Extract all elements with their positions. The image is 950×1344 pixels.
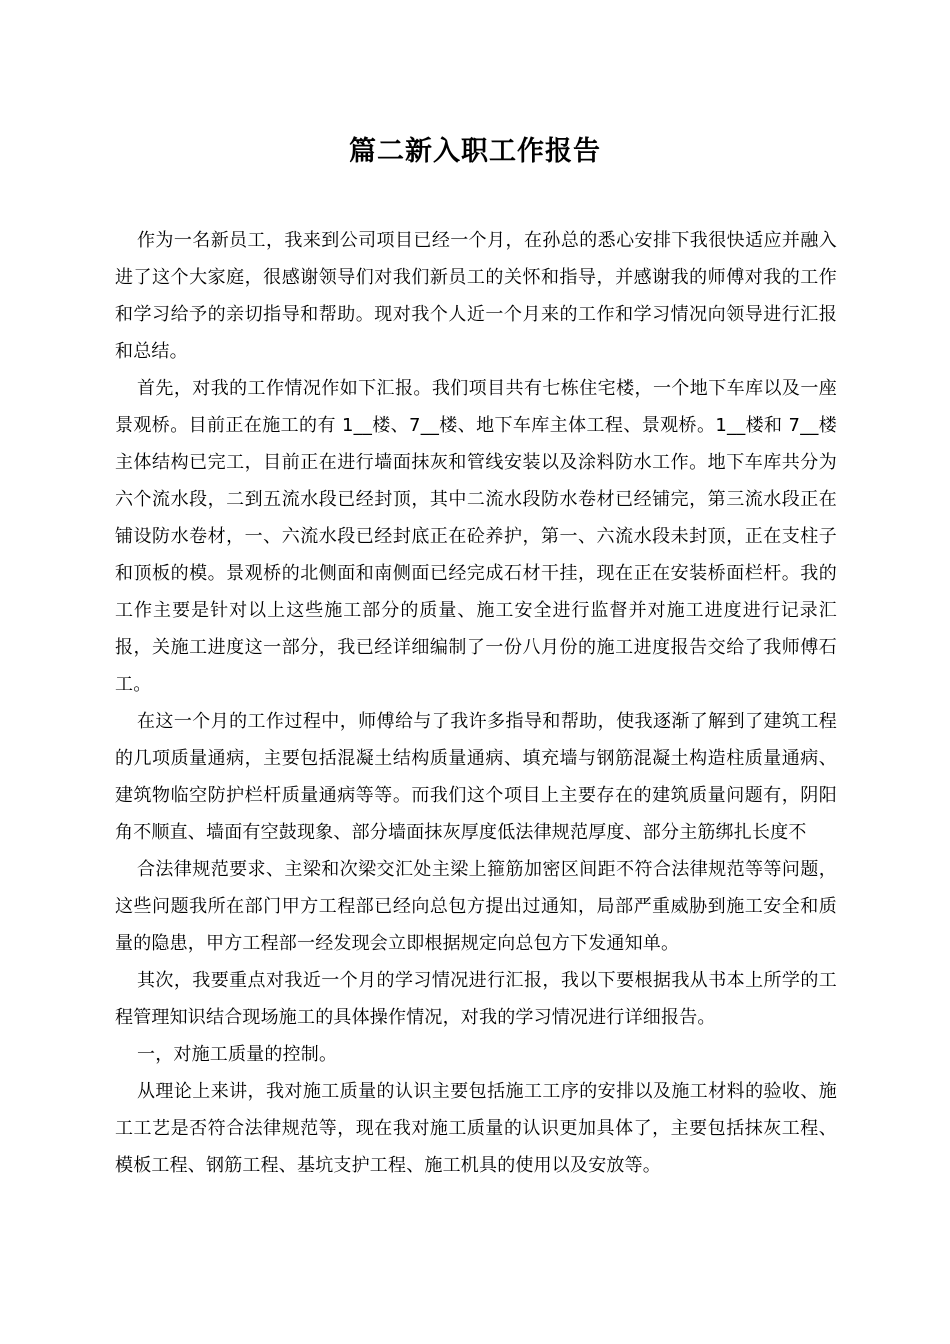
paragraph-study-report: 其次，我要重点对我近一个月的学习情况进行汇报，我以下要根据我从书本上所学的工程管理知识结合现场施工的具体操作情况，对我的学习情况进行详细报告。 <box>115 970 837 1028</box>
paragraph-work-status: 首先，对我的工作情况作如下汇报。我们项目共有七栋住宅楼，一个地下车库以及一座景观桥。目前正在施工的有 1__楼、7__楼、地下车库主体工程、景观桥。1__楼和 7__楼主体结构已完工，目前正在进行墙面抹灰和管线安装以及涂料防水工作。地下车库共分为六个流水段，二到五流水段已经封顶，其中二流水段防水卷材已经铺完，第三流水段正在铺设防水卷材，一、六流水段已经封底正在砼养护，第一、六流水段未封顶，正在支柱子和顶板的模。景观桥的北侧面和南侧面已经完成石材干挂，现在正在安装桥面栏杆。我的工作主要是针对以上这些施工部分的质量、施工安全进行监督并对施工进度进行记录汇报，关施工进度这一部分，我已经详细编制了一份八月份的施工进度报告交给了我师傅石工。 <box>115 378 837 695</box>
section-heading-quality-control: 一，对施工质量的控制。 <box>137 1044 338 1065</box>
paragraph-quality-theory: 从理论上来讲，我对施工质量的认识主要包括施工工序的安排以及施工材料的验收、施工工艺是否符合法律规范等，现在我对施工质量的认识更加具体了，主要包括抹灰工程、模板工程、钢筋工程、基坑支护工程、施工机具的使用以及安放等。 <box>115 1081 837 1176</box>
paragraph-quality-issues: 在这一个月的工作过程中，师傅给与了我许多指导和帮助，使我逐渐了解到了建筑工程的几项质量通病，主要包括混凝土结构质量通病、填充墙与钢筋混凝土构造柱质量通病、建筑物临空防护栏杆质量通病等等。而我们这个项目上主要存在的建筑质量问题有，阴阳角不顺直、墙面有空鼓现象、部分墙面抹灰厚度低法律规范厚度、部分主筋绑扎长度不 <box>115 711 837 843</box>
paragraph-quality-issues-cont: 合法律规范要求、主梁和次梁交汇处主梁上箍筋加密区间距不符合法律规范等等问题，这些问题我所在部门甲方工程部已经向总包方提出过通知，局部严重威胁到施工安全和质量的隐患，甲方工程部一经发现会立即根据规定向总包方下发通知单。 <box>115 859 837 954</box>
paragraph-intro: 作为一名新员工，我来到公司项目已经一个月，在孙总的悉心安排下我很快适应并融入进了这个大家庭，很感谢领导们对我们新员工的关怀和指导，并感谢我的师傅对我的工作和学习给予的亲切指导和帮助。现对我个人近一个月来的工作和学习情况向领导进行汇报和总结。 <box>115 230 837 362</box>
document-title: 篇二新入职工作报告 <box>349 136 601 167</box>
document-body <box>115 222 837 1184</box>
